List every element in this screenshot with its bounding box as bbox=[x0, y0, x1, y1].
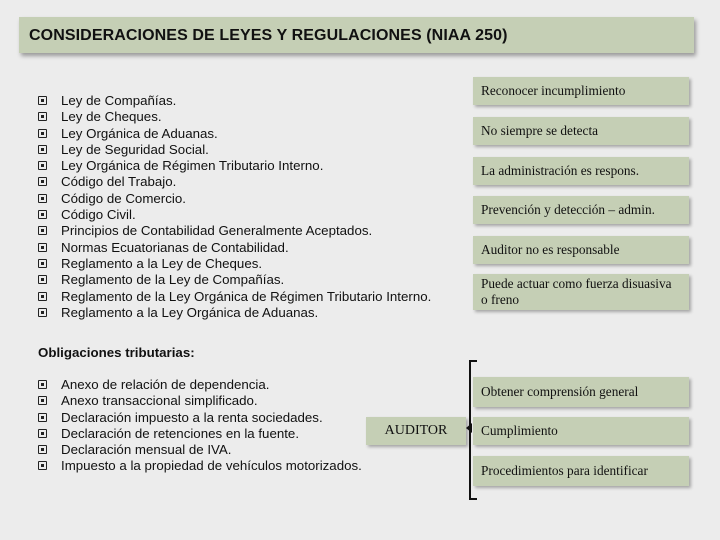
list-item-label: Código del Trabajo. bbox=[61, 174, 177, 190]
list-item-label: Normas Ecuatorianas de Contabilidad. bbox=[61, 239, 289, 255]
list-item bbox=[38, 272, 431, 288]
list-item-label: Anexo de relación de dependencia. bbox=[61, 377, 270, 392]
box-administracion-responsable: La administración es respons. bbox=[473, 157, 689, 185]
box-procedimientos-identificar: Procedimientos para identificar bbox=[473, 456, 689, 486]
list-item-label: Declaración mensual de IVA. bbox=[61, 442, 232, 458]
checkbox-bullet-icon bbox=[38, 380, 47, 389]
checkbox-bullet-icon bbox=[38, 308, 47, 317]
list-item-label: Ley de Seguridad Social. bbox=[61, 141, 209, 157]
list-item-label: Ley Orgánica de Aduanas. bbox=[61, 125, 218, 141]
list-item-label: Declaración de retenciones en la fuente. bbox=[61, 425, 300, 441]
list-item-label: Impuesto a la propiedad de vehículos motorizados. bbox=[61, 458, 362, 474]
box-prevencion-deteccion: Prevención y detección – admin. bbox=[473, 196, 689, 224]
list-item bbox=[38, 158, 431, 174]
box-reconocer-incumplimiento: Reconocer incumplimiento bbox=[473, 77, 689, 105]
checkbox-bullet-icon bbox=[38, 259, 47, 268]
list-item bbox=[38, 377, 362, 393]
auditor-box: AUDITOR bbox=[366, 417, 466, 445]
list-item-label: Ley de Cheques. bbox=[61, 109, 162, 125]
checkbox-bullet-icon bbox=[38, 177, 47, 186]
checkbox-bullet-icon bbox=[38, 210, 47, 219]
checkbox-bullet-icon bbox=[38, 112, 47, 121]
list-item-label: Reglamento a la Ley de Cheques. bbox=[61, 255, 263, 271]
list-item bbox=[38, 174, 431, 190]
list-item-label: Anexo transaccional simplificado. bbox=[61, 393, 258, 409]
list-item bbox=[38, 305, 431, 321]
checkbox-bullet-icon bbox=[38, 96, 47, 105]
list-item bbox=[38, 142, 431, 158]
box-no-siempre-se-detecta: No siempre se detecta bbox=[473, 117, 689, 145]
box-cumplimiento: Cumplimiento bbox=[473, 417, 689, 445]
list-item-label: Principios de Contabilidad Generalmente Aceptados. bbox=[61, 223, 373, 239]
checkbox-bullet-icon bbox=[38, 161, 47, 170]
arrow-left-icon bbox=[466, 423, 472, 433]
page-title: CONSIDERACIONES DE LEYES Y REGULACIONES (NIAA 250) bbox=[29, 27, 508, 44]
list-item bbox=[38, 442, 362, 458]
list-item bbox=[38, 207, 431, 223]
list-item-label: Reglamento a la Ley Orgánica de Aduanas. bbox=[61, 304, 319, 320]
tax-obligations-list bbox=[38, 377, 362, 475]
list-item-label: Declaración impuesto a la renta sociedades. bbox=[61, 409, 323, 425]
list-item bbox=[38, 126, 431, 142]
bracket-top bbox=[469, 360, 477, 362]
checkbox-bullet-icon bbox=[38, 413, 47, 422]
list-item bbox=[38, 256, 431, 272]
tax-obligations-heading: Obligaciones tributarias: bbox=[38, 345, 195, 360]
list-item-label: Reglamento de la Ley de Compañías. bbox=[61, 272, 285, 288]
checkbox-bullet-icon bbox=[38, 194, 47, 203]
title-bar bbox=[19, 17, 694, 53]
checkbox-bullet-icon bbox=[38, 461, 47, 470]
list-item-label: Código de Comercio. bbox=[61, 190, 186, 206]
list-item bbox=[38, 289, 431, 305]
checkbox-bullet-icon bbox=[38, 129, 47, 138]
list-item-label: Ley Orgánica de Régimen Tributario Interno. bbox=[61, 158, 324, 174]
bracket-bottom bbox=[469, 498, 477, 500]
list-item-label: Reglamento de la Ley Orgánica de Régimen Tributario Interno. bbox=[61, 288, 432, 304]
checkbox-bullet-icon bbox=[38, 429, 47, 438]
list-item-label: Ley de Compañías. bbox=[61, 93, 177, 108]
list-item-label: Código Civil. bbox=[61, 207, 136, 223]
box-obtener-comprension: Obtener comprensión general bbox=[473, 377, 689, 407]
list-item bbox=[38, 410, 362, 426]
box-fuerza-disuasiva: Puede actuar como fuerza disuasiva o freno bbox=[473, 274, 689, 310]
list-item bbox=[38, 240, 431, 256]
checkbox-bullet-icon bbox=[38, 275, 47, 284]
checkbox-bullet-icon bbox=[38, 226, 47, 235]
checkbox-bullet-icon bbox=[38, 292, 47, 301]
checkbox-bullet-icon bbox=[38, 445, 47, 454]
box-auditor-no-responsable: Auditor no es responsable bbox=[473, 236, 689, 264]
checkbox-bullet-icon bbox=[38, 396, 47, 405]
list-item bbox=[38, 223, 431, 239]
list-item bbox=[38, 191, 431, 207]
checkbox-bullet-icon bbox=[38, 145, 47, 154]
laws-list bbox=[38, 93, 431, 321]
checkbox-bullet-icon bbox=[38, 243, 47, 252]
list-item bbox=[38, 393, 362, 409]
list-item bbox=[38, 426, 362, 442]
list-item bbox=[38, 93, 431, 109]
list-item bbox=[38, 109, 431, 125]
list-item bbox=[38, 458, 362, 474]
